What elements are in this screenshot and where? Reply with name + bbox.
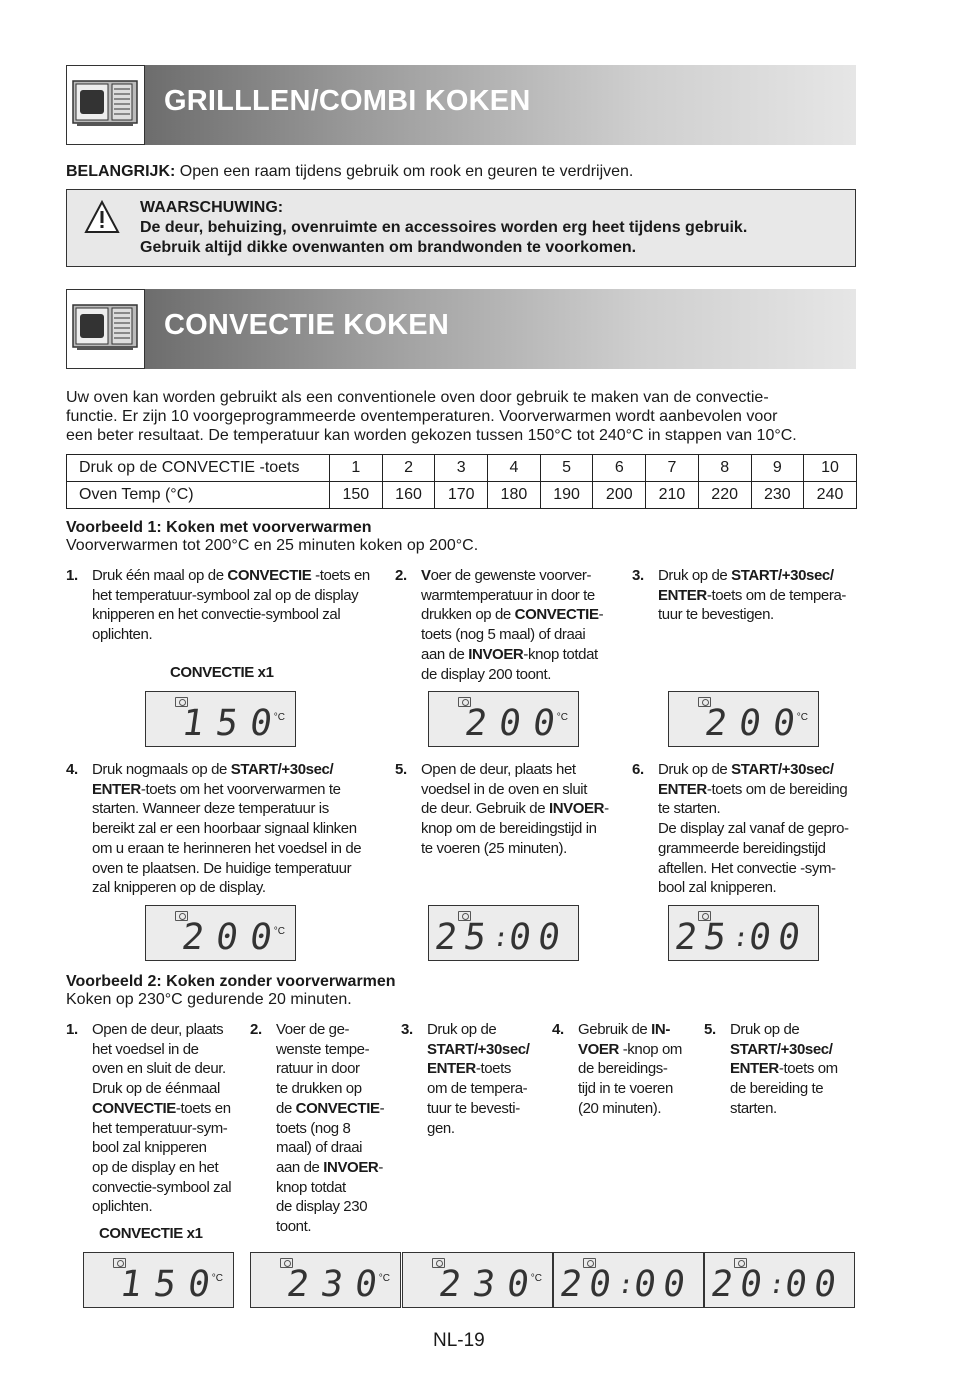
- important-note: [66, 162, 633, 181]
- lcd-digit: :: [766, 1270, 787, 1300]
- lcd-digit: 0: [631, 1264, 659, 1305]
- intro-line: een beter resultaat. De temperatuur kan worden gekozen tussen 150°C tot 240°C in stappen van 10°C.: [66, 427, 797, 444]
- lcd-digit: 0: [811, 1264, 839, 1305]
- step-number: 2.: [250, 1021, 262, 1038]
- lcd-digit: 2: [672, 917, 700, 958]
- lcd-digit: 5: [213, 703, 241, 744]
- lcd-digit: 0: [352, 1264, 380, 1305]
- lcd-digits: [152, 703, 292, 744]
- step-text: Voer de gewenste voorver- warmtemperatuur in door te drukken op de CONVECTIE- toets (nog 5 maal) of draai aan de INVOER-knop totdat de display 200 toont.: [421, 567, 604, 683]
- lcd-digit: 0: [782, 1264, 810, 1305]
- lcd-digits: [432, 917, 575, 958]
- lcd-digit: 0: [247, 703, 275, 744]
- table-cell: 230: [751, 482, 804, 509]
- table-cell: 240: [804, 482, 857, 509]
- step-number: 4.: [552, 1021, 564, 1038]
- step-text: Druk op de START/+30sec/ ENTER-toets om de bereiding te starten. De display zal vanaf de gepro- grammeerde bereidingstijd aftellen. Het convectie -sym- bool zal knipperen.: [658, 761, 849, 897]
- table-cell: 150: [330, 482, 383, 509]
- warning-title: WAARSCHUWING:: [140, 199, 284, 216]
- lcd-digit: 0: [535, 917, 563, 958]
- lcd-digits: [152, 917, 292, 958]
- convectie-press-label: CONVECTIE x1: [99, 1225, 203, 1242]
- table-cell: 8: [698, 455, 751, 482]
- step-text: Druk op de START/+30sec/ ENTER-toets om de tempera- tuur te bevestigen.: [658, 567, 847, 624]
- lcd-digit: 5: [461, 917, 489, 958]
- lcd-display: [83, 1252, 234, 1308]
- step-text: Open de deur, plaats het voedsel in de oven en sluit de deur. Gebruik de INVOER- knop om de bereidingstijd in te voeren (25 minuten).: [421, 761, 609, 857]
- example2-heading: [66, 973, 396, 1009]
- table-cell: 5: [540, 455, 593, 482]
- lcd-digit: 1: [117, 1264, 145, 1305]
- lcd-digit: 2: [702, 703, 730, 744]
- step-text: Druk nogmaals op de START/+30sec/ ENTER-toets om het voorverwarmen te starten. Wanneer deze temperatuur is bereikt zal er een hoorbaar signaal klinken om u eraan te herinneren het voedsel in de oven te plaatsen. De huidige temperatuur zal knipperen op de display.: [92, 761, 362, 897]
- lcd-digit: 2: [436, 1264, 464, 1305]
- table-row: [67, 482, 857, 509]
- step-text: Voer de ge- wenste tempe- ratuur in door te drukken op de CONVECTIE- toets (nog 8 maal) of draai aan de INVOER- knop totdat de display 230 toont.: [276, 1021, 385, 1236]
- lcd-digit: 2: [432, 917, 460, 958]
- table-cell: 10: [804, 455, 857, 482]
- step-number: 1.: [66, 1021, 78, 1038]
- intro-paragraph: [66, 388, 858, 445]
- step-text: Open de deur, plaats het voedsel in de oven en sluit de deur. Druk op de éénmaal CONVECTIE-toets en het temperatuur-sym- bool zal knipperen op de display en het convectie-symbool zal oplichten.: [92, 1021, 232, 1216]
- warning-box: [66, 189, 856, 267]
- lcd-display: [428, 905, 579, 961]
- step-text: Druk op de START/+30sec/ ENTER-toets om de bereiding te starten.: [730, 1021, 838, 1117]
- lcd-digit: 0: [770, 703, 798, 744]
- lcd-digit: 0: [586, 1264, 614, 1305]
- example-title: Voorbeeld 2: Koken zonder voorverwarmen: [66, 973, 396, 990]
- lcd-display: [668, 905, 819, 961]
- table-cell: 1: [330, 455, 383, 482]
- celsius-unit: °C: [211, 1273, 223, 1284]
- lcd-display: [145, 691, 296, 747]
- lcd-digit: 0: [496, 703, 524, 744]
- celsius-unit: °C: [796, 712, 808, 723]
- step-text: Druk op de START/+30sec/ ENTER-toets om de tempera- tuur te bevesti- gen.: [427, 1021, 530, 1137]
- lcd-digit: 3: [470, 1264, 498, 1305]
- warning-triangle-icon: [84, 200, 120, 234]
- table-cell: 170: [435, 482, 488, 509]
- important-label: BELANGRIJK:: [66, 163, 176, 180]
- lcd-digit: 1: [179, 703, 207, 744]
- lcd-digit: 0: [775, 917, 803, 958]
- lcd-digit: 0: [247, 917, 275, 958]
- table-row: [67, 455, 857, 482]
- lcd-digits: [435, 703, 575, 744]
- celsius-unit: °C: [273, 712, 285, 723]
- example-title: Voorbeeld 1: Koken met voorverwarmen: [66, 519, 372, 536]
- step-number: 4.: [66, 761, 78, 778]
- step-number: 6.: [632, 761, 644, 778]
- intro-line: Uw oven kan worden gebruikt als een conventionele oven door gebruik te maken van de convectie-: [66, 389, 769, 406]
- step-number: 3.: [632, 567, 644, 584]
- example1-heading: [66, 519, 478, 555]
- celsius-unit: °C: [556, 712, 568, 723]
- lcd-display: [250, 1252, 401, 1308]
- table-cell: 3: [435, 455, 488, 482]
- step-text: Druk één maal op de CONVECTIE -toets en het temperatuur-symbool zal op de display knipperen en het convectie-symbool zal oplichten.: [92, 567, 370, 644]
- lcd-digit: 0: [660, 1264, 688, 1305]
- step-number: 5.: [395, 761, 407, 778]
- lcd-digit: 2: [557, 1264, 585, 1305]
- warning-line: Gebruik altijd dikke ovenwanten om brandwonden te voorkomen.: [140, 239, 637, 256]
- lcd-digits: [557, 1264, 700, 1305]
- lcd-digit: :: [615, 1270, 636, 1300]
- table-cell: 180: [488, 482, 541, 509]
- celsius-unit: °C: [530, 1273, 542, 1284]
- table-cell: 220: [698, 482, 751, 509]
- section-header-convection: [66, 289, 856, 369]
- section-title: CONVECTIE KOKEN: [164, 309, 449, 341]
- intro-line: functie. Er zijn 10 voorgeprogrammeerde oventemperaturen. Voorverwarmen wordt aanbevolen voor: [66, 408, 778, 425]
- lcd-digits: [708, 1264, 851, 1305]
- lcd-digit: 5: [151, 1264, 179, 1305]
- table-row-label: Druk op de CONVECTIE -toets: [67, 455, 330, 482]
- page-number: NL-19: [433, 1330, 485, 1351]
- celsius-unit: °C: [273, 926, 285, 937]
- table-cell: 190: [540, 482, 593, 509]
- lcd-digits: [90, 1264, 230, 1305]
- important-text: Open een raam tijdens gebruik om rook en geuren te verdrijven.: [175, 163, 634, 180]
- lcd-digit: 0: [530, 703, 558, 744]
- lcd-digit: 0: [185, 1264, 213, 1305]
- lcd-digit: 2: [462, 703, 490, 744]
- lcd-digits: [672, 917, 815, 958]
- microwave-icon: [66, 65, 145, 145]
- lcd-display: [668, 691, 819, 747]
- lcd-digit: 0: [737, 1264, 765, 1305]
- lcd-display: [428, 691, 579, 747]
- step-text: Gebruik de IN- VOER -knop om de bereidings- tijd in te voeren (20 minuten).: [578, 1021, 683, 1117]
- lcd-display: [145, 905, 296, 961]
- step-number: 5.: [704, 1021, 716, 1038]
- lcd-digit: 2: [179, 917, 207, 958]
- table-cell: 200: [593, 482, 646, 509]
- lcd-digit: :: [730, 923, 751, 953]
- lcd-digits: [409, 1264, 549, 1305]
- step-number: 1.: [66, 567, 78, 584]
- example-subtitle: Voorverwarmen tot 200°C en 25 minuten koken op 200°C.: [66, 537, 479, 554]
- lcd-display: [402, 1252, 553, 1308]
- temperature-table: [66, 454, 857, 509]
- table-row-label: Oven Temp (°C): [67, 482, 330, 509]
- example-subtitle: Koken op 230°C gedurende 20 minuten.: [66, 991, 352, 1008]
- lcd-display: [553, 1252, 704, 1308]
- table-cell: 160: [382, 482, 435, 509]
- microwave-icon: [66, 289, 145, 369]
- lcd-digit: 2: [708, 1264, 736, 1305]
- lcd-digit: 0: [746, 917, 774, 958]
- lcd-digit: 0: [736, 703, 764, 744]
- table-cell: 9: [751, 455, 804, 482]
- lcd-digit: :: [490, 923, 511, 953]
- table-cell: 2: [382, 455, 435, 482]
- warning-line: De deur, behuizing, ovenruimte en accessoires worden erg heet tijdens gebruik.: [140, 219, 748, 236]
- lcd-digits: [257, 1264, 397, 1305]
- table-cell: 6: [593, 455, 646, 482]
- lcd-digit: 2: [284, 1264, 312, 1305]
- table-cell: 7: [646, 455, 699, 482]
- step-number: 2.: [395, 567, 407, 584]
- lcd-display: [704, 1252, 855, 1308]
- section-title: GRILLLEN/COMBI KOKEN: [164, 85, 531, 117]
- step-number: 3.: [401, 1021, 413, 1038]
- lcd-digit: 0: [506, 917, 534, 958]
- lcd-digit: 0: [504, 1264, 532, 1305]
- section-header-grill: [66, 65, 856, 145]
- table-cell: 210: [646, 482, 699, 509]
- celsius-unit: °C: [378, 1273, 390, 1284]
- table-cell: 4: [488, 455, 541, 482]
- lcd-digits: [675, 703, 815, 744]
- lcd-digit: 5: [701, 917, 729, 958]
- lcd-digit: 3: [318, 1264, 346, 1305]
- convectie-press-label: CONVECTIE x1: [170, 664, 274, 681]
- lcd-digit: 0: [213, 917, 241, 958]
- warning-text: [140, 198, 747, 258]
